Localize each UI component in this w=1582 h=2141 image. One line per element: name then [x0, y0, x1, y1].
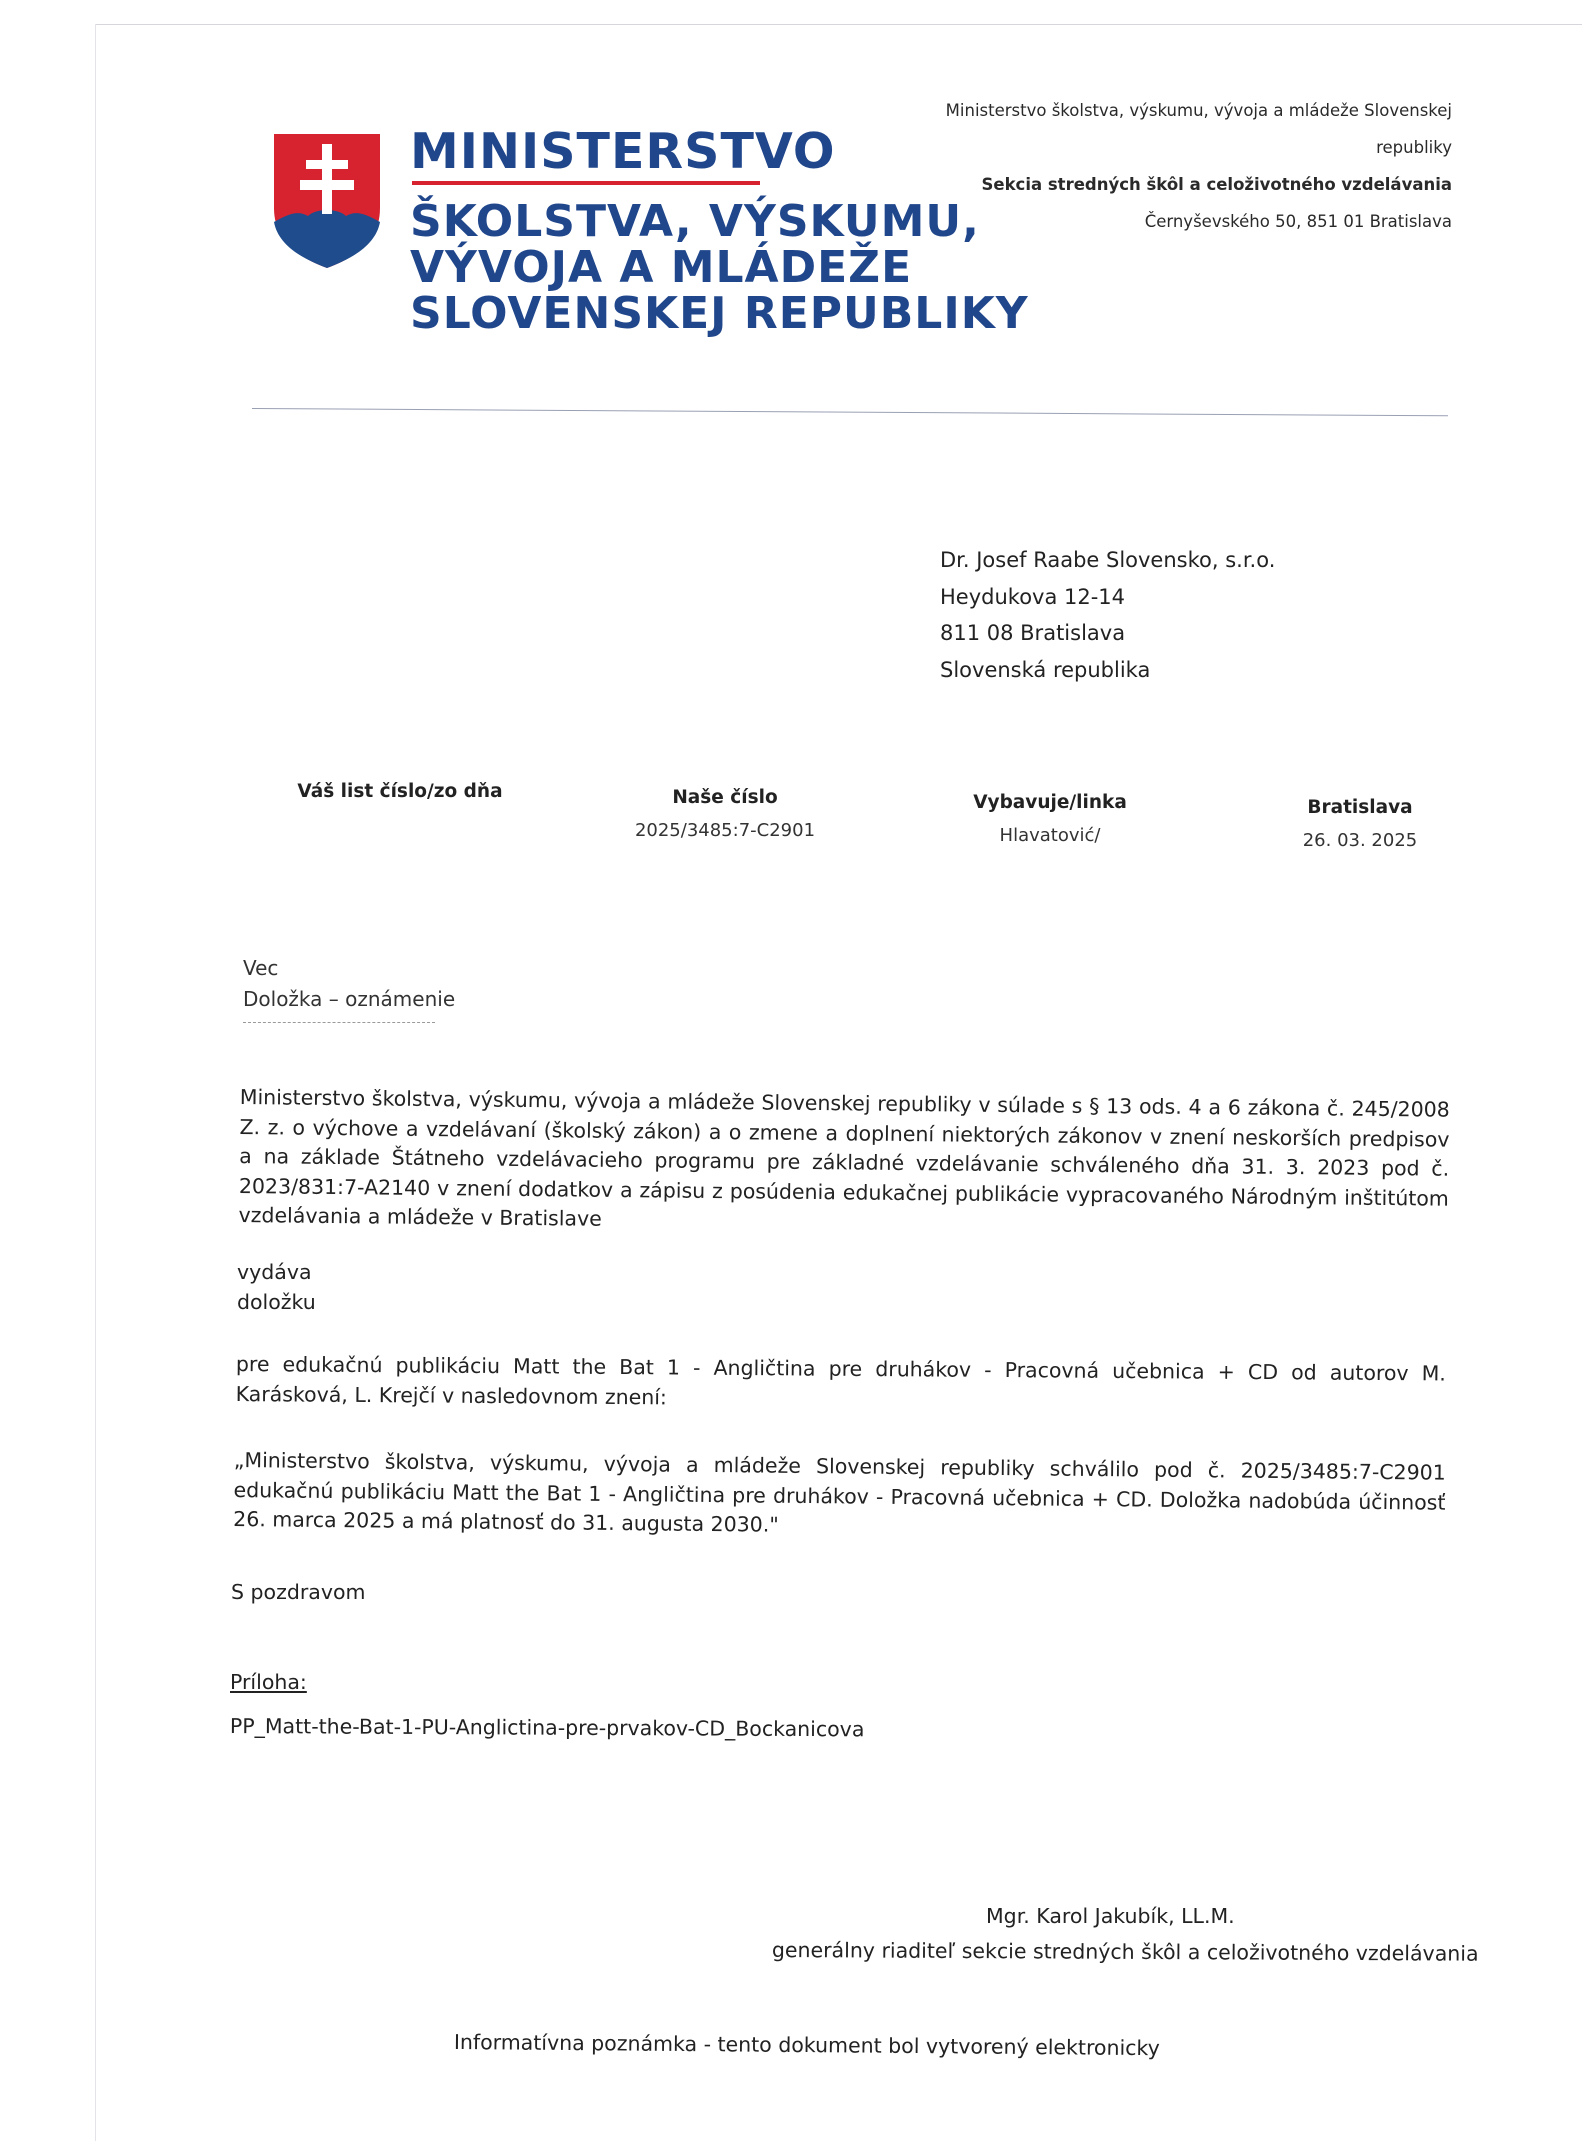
reference-date: 26. 03. 2025 [1302, 830, 1418, 851]
reference-label: Vybavuje/linka [973, 792, 1127, 813]
subject-label: Vec [243, 956, 279, 980]
recipient-city: 811 08 Bratislava [940, 621, 1126, 645]
reference-label: Váš list číslo/zo dňa [297, 781, 503, 802]
subject-block [243, 953, 455, 1015]
sender-section: Sekcia stredných škôl a celoživotného vzdelávania [981, 175, 1452, 194]
reference-your-letter [280, 781, 520, 802]
body-paragraph: pre edukačnú publikáciu Matt the Bat 1 - Angličtina pre druhákov - Pracovná učebnica + CD od autorov M. Karásková, L. Krejčí v nasledovnom znení: [235, 1351, 1446, 1409]
footnote: Informatívna poznámka - tento dokument bol vytvorený elektronicky [453, 2030, 1160, 2061]
signatory-name: Mgr. Karol Jakubík, LL.M. [986, 1904, 1235, 1928]
clause-quote: „Ministerstvo školstva, výskumu, vývoja a mládeže Slovenskej republiky schválilo pod č. 2025/3485:7-C2901 edukačnú publikáciu Matt the Bat 1 - Angličtina pre druhákov - Pracovná učebnica + CD. Doložka nadobúda účinnosť 26. marca 2025 a má platnosť do 31. augusta 2030." [233, 1447, 1446, 1537]
sender-line: Ministerstvo školstva, výskumu, vývoja a mládeže Slovenskej [945, 101, 1452, 120]
recipient-name: Dr. Josef Raabe Slovensko, s.r.o. [940, 548, 1276, 572]
signatory-title: generálny riaditeľ sekcie stredných škôl a celoživotného vzdelávania [771, 1938, 1479, 1966]
ministry-name-line: VÝVOJA A MLÁDEŽE [410, 242, 913, 293]
sender-line: republiky [1376, 138, 1452, 157]
reference-our-number [605, 787, 845, 841]
attachment-filename: PP_Matt-the-Bat-1-PU-Anglictina-pre-prvakov-CD_Bockanicova [229, 1714, 865, 1742]
sender-address-block [932, 92, 1452, 240]
recipient-address-block [940, 542, 1275, 688]
body-paragraph: Ministerstvo školstva, výskumu, vývoja a mládeže Slovenskej republiky v súlade s § 13 ods. 4 a 6 zákona č. 245/2008 Z. z. o výchove a vzdelávaní (školský zákon) a o zmene a doplnení niektorých zákonov v znení neskorších predpisov a na základe Štátneho vzdelávacieho programu pre základné vzdelávanie schváleného dňa 31. 3. 2023 pod č. 2023/831:7-A2140 v znení dodatkov a zápisu z posúdenia edukačnej publikácie vypracovaného Národným inštitútom vzdelávania a mládeže v Bratislave [238, 1084, 1450, 1231]
header-divider [252, 408, 1448, 416]
reference-label: Naše číslo [672, 787, 778, 808]
recipient-street: Heydukova 12-14 [940, 584, 1126, 609]
slovak-coat-of-arms-icon [270, 130, 384, 270]
clause-word: doložku [237, 1289, 316, 1314]
ministry-name-line: ŠKOLSTVA, VÝSKUMU, [410, 196, 980, 247]
reference-place-date [1240, 797, 1480, 851]
reference-value: 2025/3485:7-C2901 [634, 820, 816, 841]
reference-label: Bratislava [1307, 797, 1413, 818]
issues-block [237, 1258, 537, 1317]
issues-word: vydáva [237, 1260, 312, 1284]
page-edge [95, 24, 96, 2141]
ministry-name-line: MINISTERSTVO [410, 123, 836, 180]
greeting: S pozdravom [231, 1580, 366, 1604]
ministry-red-rule [412, 181, 760, 185]
subject-underline [243, 1022, 435, 1023]
sender-address: Černyševského 50, 851 01 Bratislava [1144, 212, 1452, 231]
ministry-logotype [410, 123, 1029, 339]
page-edge [95, 24, 1582, 25]
reference-handled-by [930, 792, 1170, 846]
reference-value: Hlavatović/ [999, 825, 1101, 846]
ministry-name-line: SLOVENSKEJ REPUBLIKY [410, 288, 1029, 339]
subject-text: Doložka – oznámenie [243, 987, 456, 1011]
attachment-label: Príloha: [230, 1670, 307, 1694]
recipient-country: Slovenská republika [940, 657, 1151, 682]
